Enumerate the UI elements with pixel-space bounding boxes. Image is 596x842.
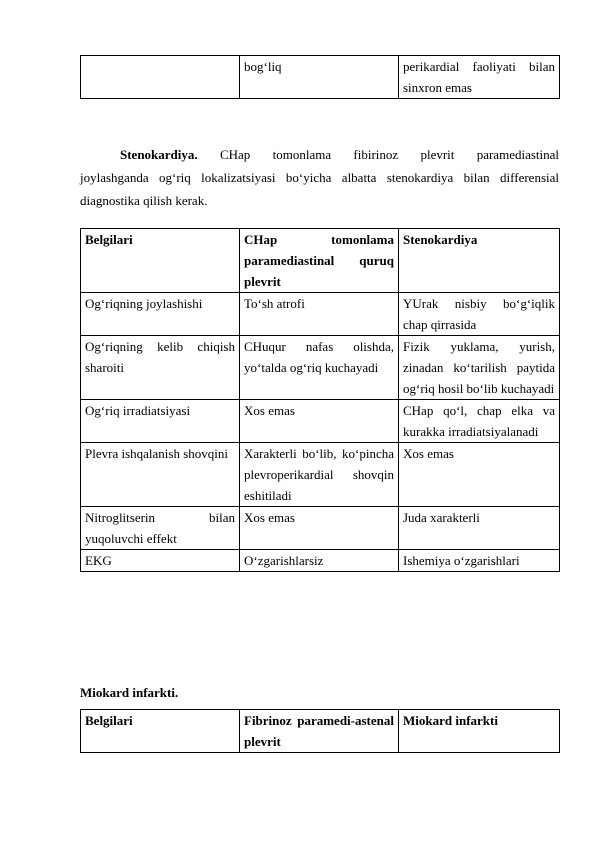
table-cell: Og‘riq irradiatsiyasi xyxy=(81,400,240,443)
table-row xyxy=(81,336,560,400)
table-cell: perikardial faoliyati bilan sinxron emas xyxy=(399,56,560,99)
table-header: Stenokardiya xyxy=(399,229,560,293)
table-header-row xyxy=(81,229,560,293)
table-cell: Fizik yuklama, yurish, zinadan ko‘tarilish paytida og‘riq hosil bo‘lib kuchayadi xyxy=(399,336,560,400)
section-heading: Miokard infarkti. xyxy=(80,685,179,700)
table-header: Miokard infarkti xyxy=(399,710,560,753)
table-cell: CHap qo‘l, chap elka va kurakka irradiatsiyalanadi xyxy=(399,400,560,443)
table-cell: Xos emas xyxy=(240,400,399,443)
table-cell: O‘zgarishlarsiz xyxy=(240,550,399,572)
table-cell: YUrak nisbiy bo‘g‘iqlik chap qirrasida xyxy=(399,293,560,336)
table-cell: To‘sh atrofi xyxy=(240,293,399,336)
table-cell: Og‘riqning joylashishi xyxy=(81,293,240,336)
table-row xyxy=(81,443,560,507)
table-cell: Juda xarakterli xyxy=(399,507,560,550)
table-cell: EKG xyxy=(81,550,240,572)
table-row xyxy=(81,56,560,99)
table-header: Belgilari xyxy=(81,710,240,753)
table-cell: Plevra ishqalanish shovqini xyxy=(81,443,240,507)
paragraph-text: joylashganda og‘riq lokalizatsiyasi bo‘yicha albatta stenokardiya bilan differensial diagnostika qilish kerak. xyxy=(80,170,559,208)
table-header: Belgilari xyxy=(81,229,240,293)
table-cell xyxy=(81,56,240,99)
table-cell: Xos emas xyxy=(240,507,399,550)
table-header-row xyxy=(81,710,560,753)
table-cell: bog‘liq xyxy=(240,56,399,99)
comparison-table-miokard xyxy=(80,709,560,753)
comparison-table-stenokardiya xyxy=(80,228,560,572)
table-row xyxy=(81,550,560,572)
paragraph-lead: Stenokardiya. xyxy=(120,147,198,162)
paragraph-stenokardiya xyxy=(80,143,559,212)
table-header: Fibrinoz paramedi-astenal plevrit xyxy=(240,710,399,753)
table-top-fragment xyxy=(80,55,560,99)
paragraph-text: CHap tomonlama fibirinoz plevrit paramediastinal xyxy=(219,147,560,162)
table-cell: CHuqur nafas olishda, yo‘talda og‘riq kuchayadi xyxy=(240,336,399,400)
table-cell: Og‘riqning kelib chiqish sharoiti xyxy=(81,336,240,400)
table-row xyxy=(81,293,560,336)
table-cell: Xarakterli bo‘lib, ko‘pincha plevroperikardial shovqin eshitiladi xyxy=(240,443,399,507)
table-cell: Nitroglitserin bilan yuqoluvchi effekt xyxy=(81,507,240,550)
table-header: CHap tomonlama paramediastinal quruq plevrit xyxy=(240,229,399,293)
table-row xyxy=(81,400,560,443)
table-cell: Ishemiya o‘zgarishlari xyxy=(399,550,560,572)
table-row xyxy=(81,507,560,550)
table-cell: Xos emas xyxy=(399,443,560,507)
